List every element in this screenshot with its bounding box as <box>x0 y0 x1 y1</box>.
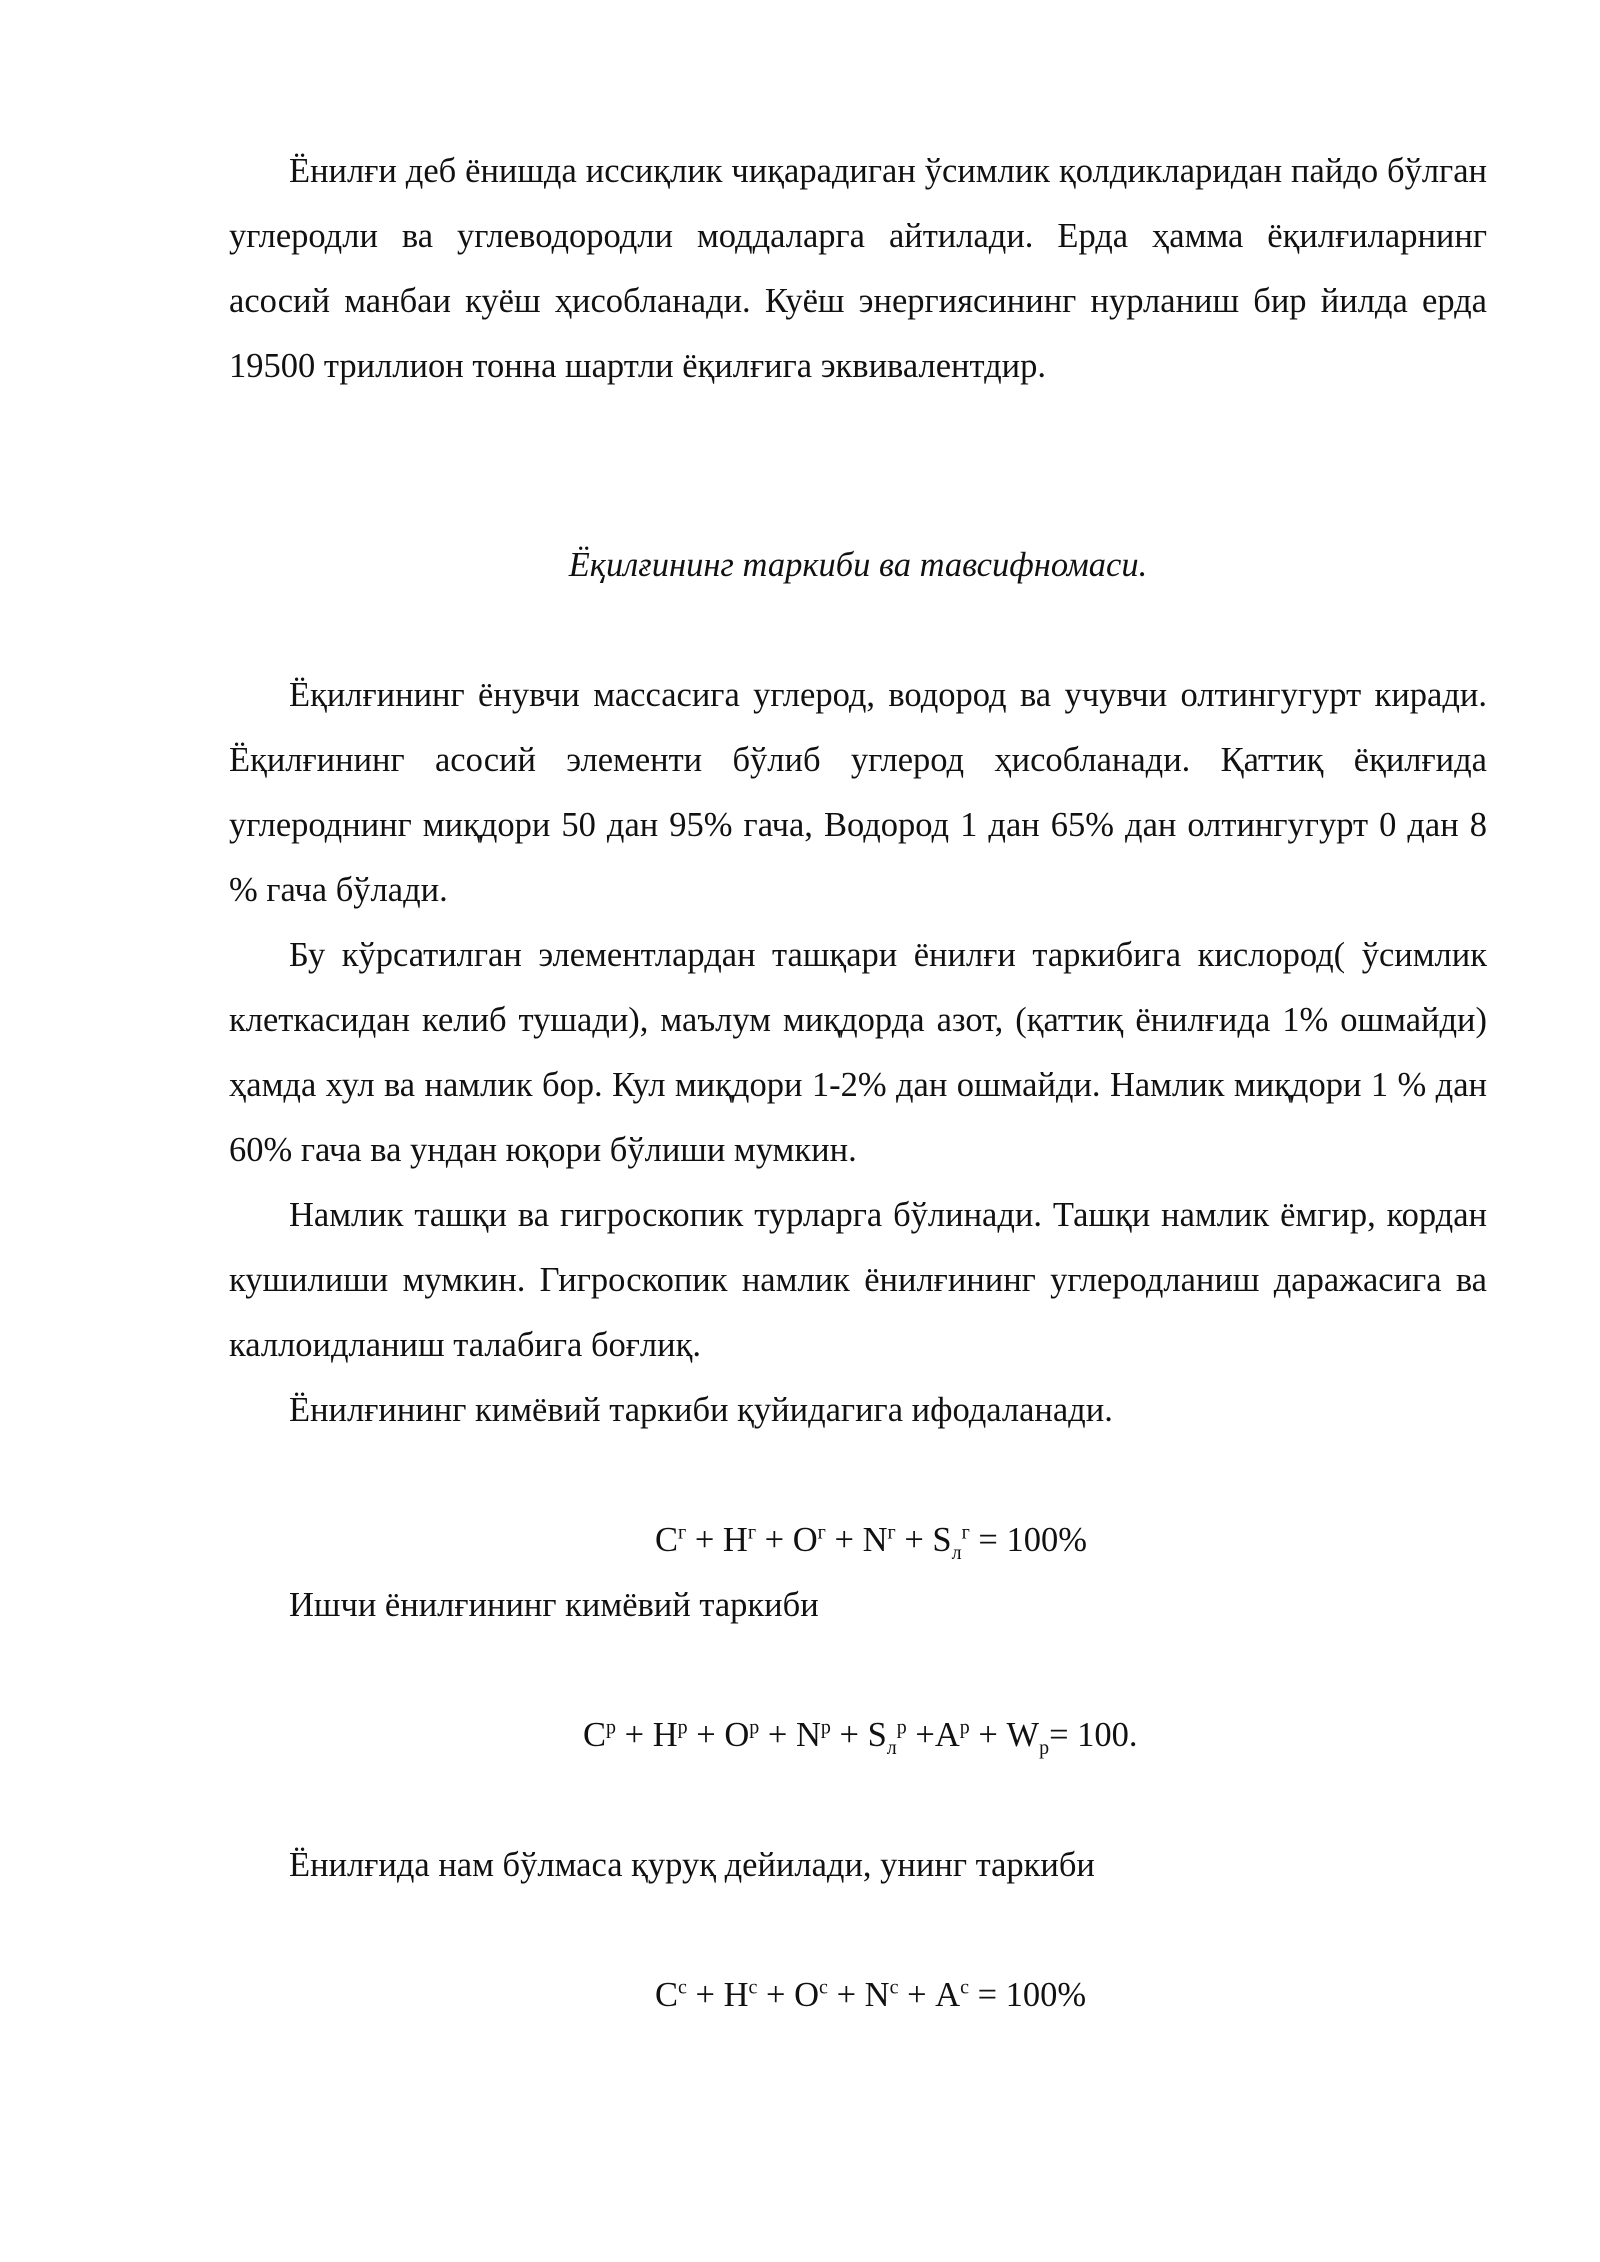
intro-paragraph: Ёнилғи деб ёнишда иссиқлик чиқарадиган ўсимлик қолдикларидан пайдо бўлган углеродли ва углеводородли моддаларга айтилади. Ерда ҳамма ёқилғиларнинг асосий манбаи куёш ҳисобланади. Куёш энергиясининг нурланиш бир йилда ерда 19500 триллион тонна шартли ёқилғига эквивалентдир. <box>229 152 1487 385</box>
intro-block <box>229 139 1487 399</box>
paragraph-working: Ишчи ёнилғининг кимёвий таркиби <box>289 1586 819 1624</box>
body-block <box>229 663 1487 1443</box>
section-heading: Ёқилғининг таркиби ва тавсифномаси. <box>568 546 1148 584</box>
paragraph-composition: Ёқилғининг ёнувчи массасига углерод, водород ва учувчи олтингугурт киради. Ёқилғининг асосий элементи бўлиб углерод ҳисобланади. Қаттиқ ёқилғида углероднинг миқдори 50 дан 95% гача, Водород 1 дан 65% дан олтингугурт 0 дан 8 % гача бўлади. <box>229 676 1487 909</box>
working-label-block <box>229 1573 1487 1638</box>
paragraph-dry: Ёнилғида нам бўлмаса қуруқ дейилади, унинг таркиби <box>289 1846 1095 1884</box>
formula-working: $C^р + H^р + O^р + N^р + S_л^р +A^р + W_р= 100$. <box>583 1716 1138 1759</box>
dry-label-block <box>229 1833 1487 1898</box>
formula-dry: $C^с + H^с + O^с + N^с + A^с = 100\%$ <box>655 1976 1087 2014</box>
paragraph-chemical-intro: Ёнилғининг кимёвий таркиби қуйидагига ифодаланади. <box>289 1391 1113 1429</box>
paragraph-moisture: Намлик ташқи ва гигроскопик турларга бўлинади. Ташқи намлик ёмгир, кордан кушилиши мумкин. Гигроскопик намлик ёнилғининг углеродланиш даражасига ва каллоидланиш талабига боғлиқ. <box>229 1196 1487 1364</box>
paragraph-elements: Бу кўрсатилган элементлардан ташқари ёнилғи таркибига кислород( ўсимлик клеткасидан келиб тушади), маълум миқдорда азот, (қаттиқ ёнилғида 1% ошмайди) ҳамда хул ва намлик бор. Кул миқдори 1-2% дан ошмайди. Намлик миқдори 1 % дан 60% гача ва ундан юқори бўлиши мумкин. <box>229 936 1487 1169</box>
formula-combustible: $C^г + H^г + O^г + N^г + S_л^г = 100\%$ <box>655 1521 1087 1564</box>
